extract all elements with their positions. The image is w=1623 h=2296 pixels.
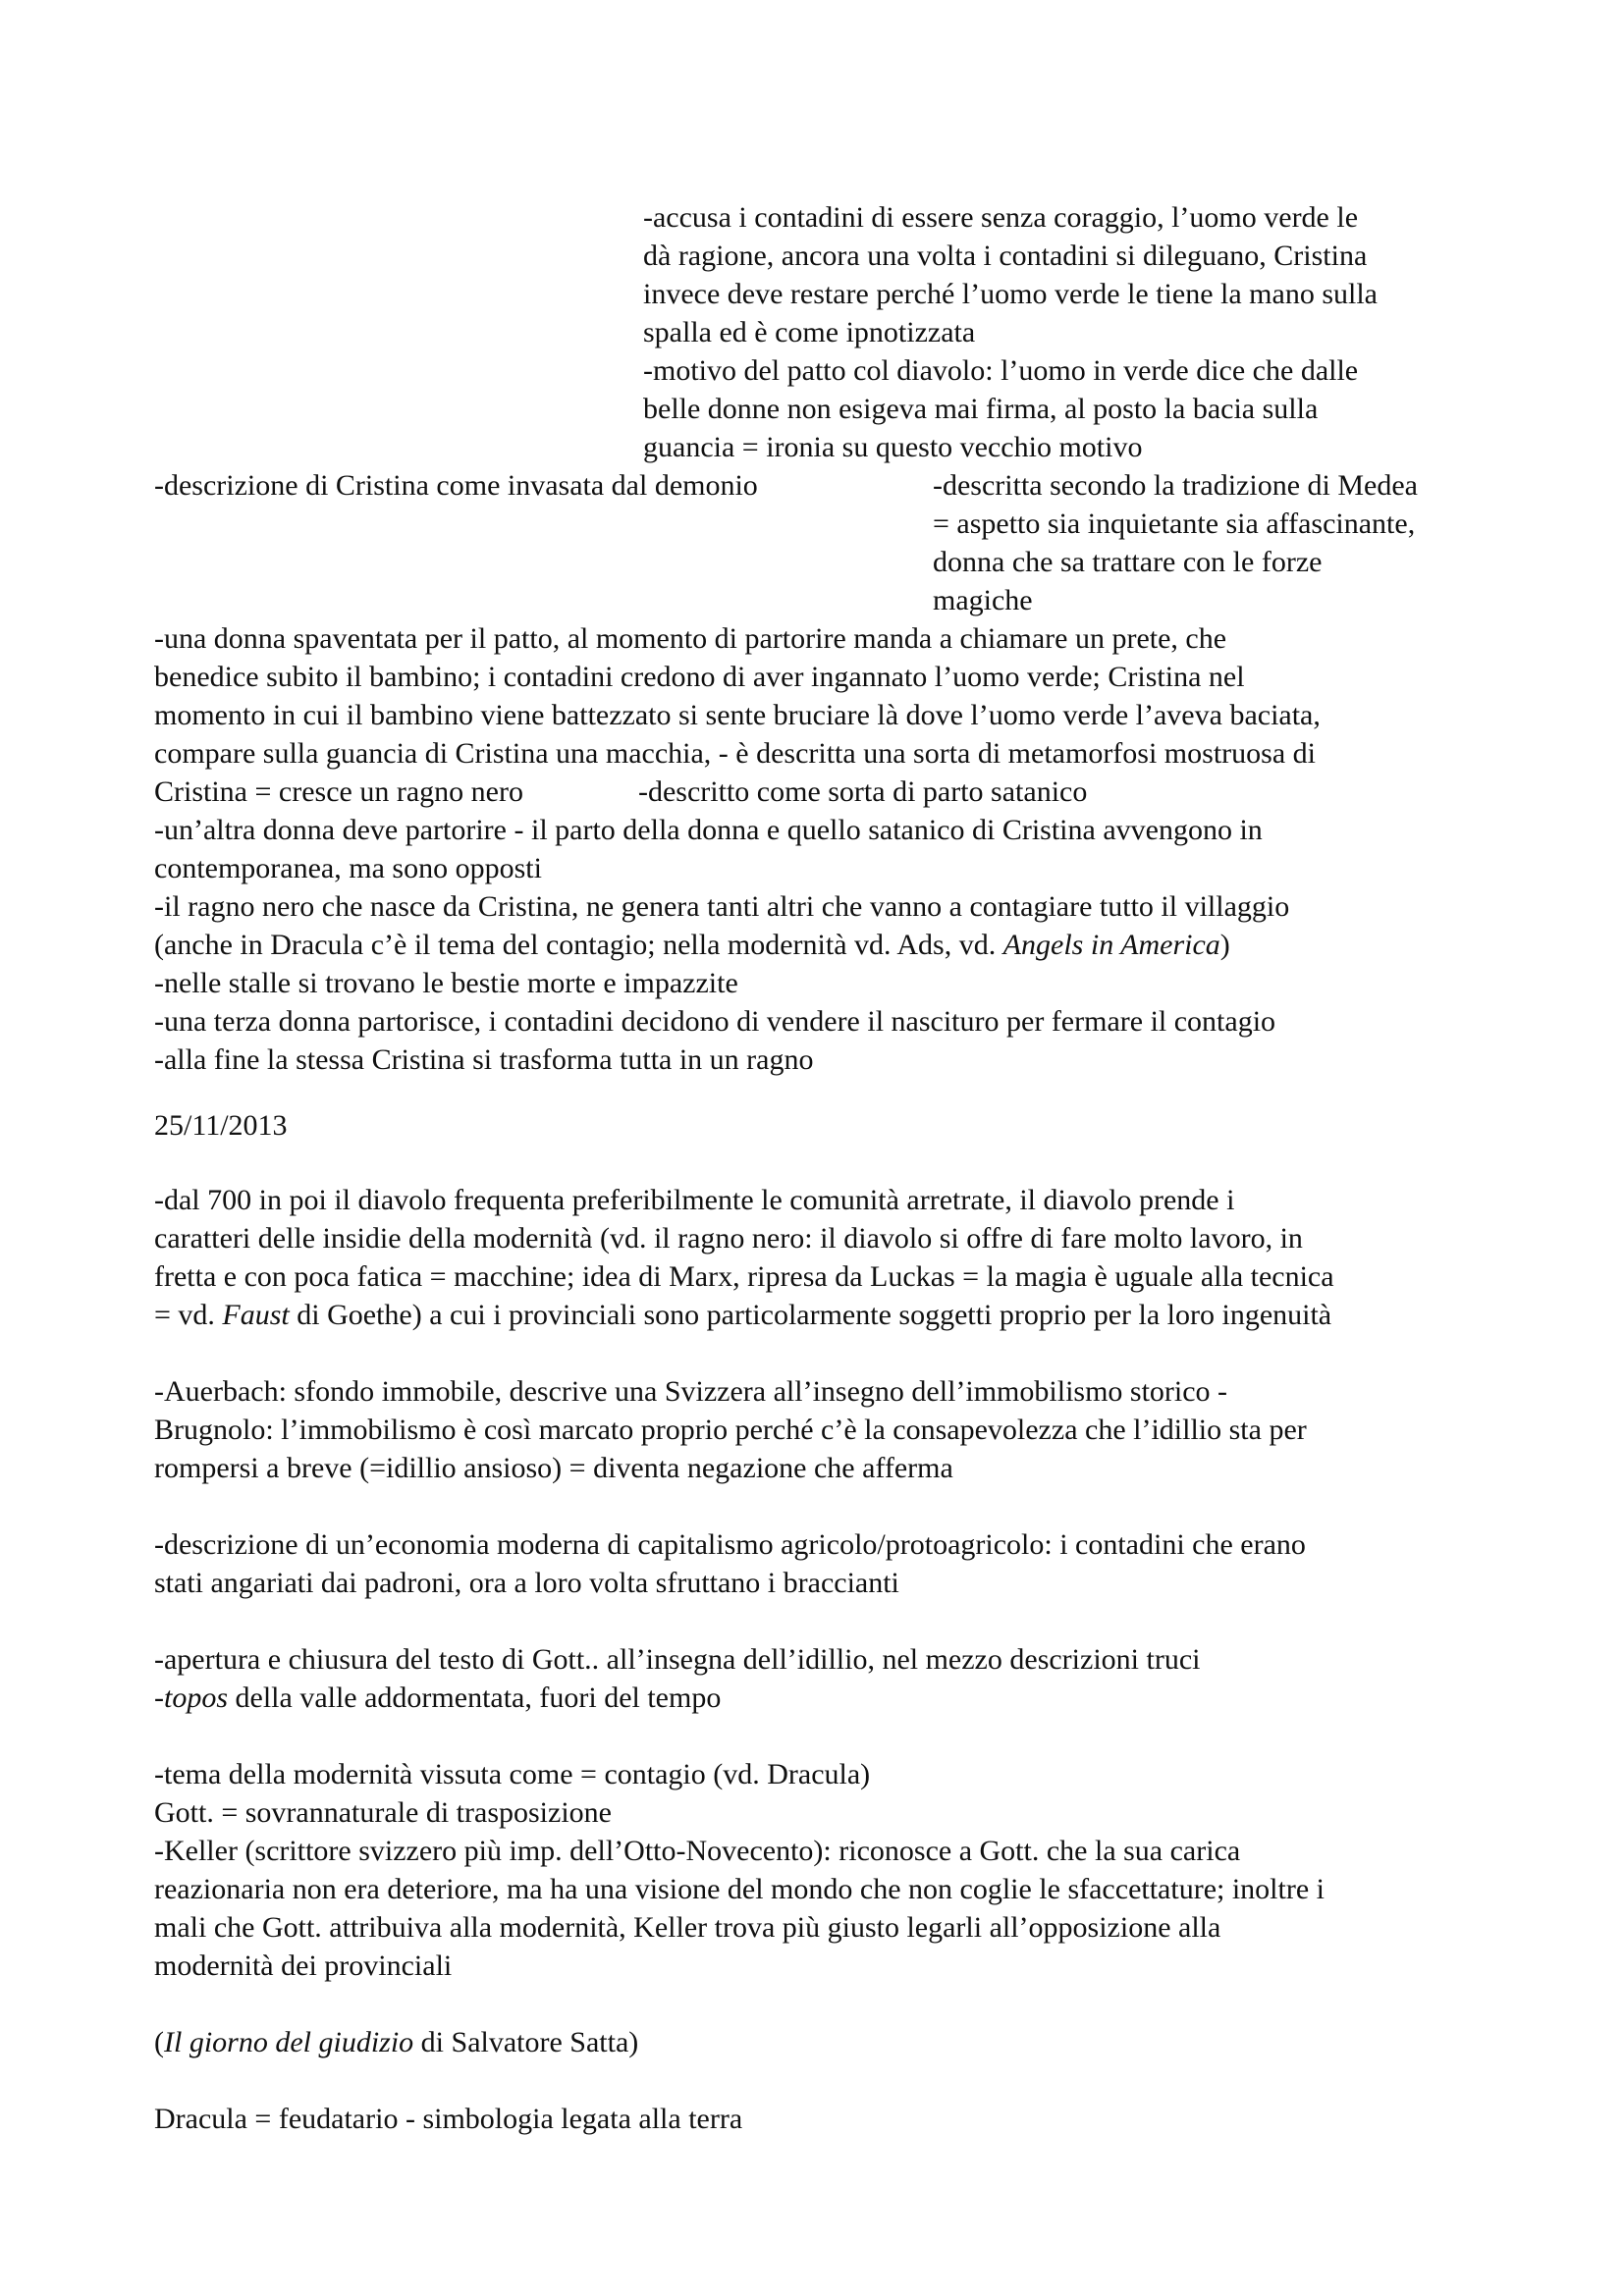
text-line: Brugnolo: l’immobilismo è così marcato proprio perché c’è la consapevolezza che l’idillio sta per [154,1414,1307,1446]
italic-title: Angels in America [1002,929,1220,961]
text-line: -Auerbach: sfondo immobile, descrive una Svizzera all’insegno dell’immobilismo storico - [154,1375,1228,1408]
text-line: stati angariati dai padroni, ora a loro volta sfruttano i braccianti [154,1567,899,1599]
text-line: -descrizione di un’economia moderna di capitalismo agricolo/protoagricolo: i contadini che erano [154,1528,1306,1561]
text-segment: ( [154,2026,164,2058]
text-line: -alla fine la stessa Cristina si trasforma tutta in un ragno [154,1043,814,1076]
side-note-line: magiche [933,584,1033,616]
text-segment: - [154,1682,164,1714]
text-segment: (anche in Dracula c’è il tema del contagio; nella modernità vd. Ads, vd. [154,929,1003,961]
text-line: contemporanea, ma sono opposti [154,852,542,884]
text-line: -apertura e chiusura del testo di Gott.. all’insegna dell’idillio, nel mezzo descrizioni truci [154,1643,1201,1676]
text-line: rompersi a breve (=idillio ansioso) = diventa negazione che afferma [154,1452,953,1484]
text-line: -una terza donna partorisce, i contadini decidono di vendere il nascituro per fermare il contagio [154,1005,1276,1038]
text-segment: ) [1219,929,1230,961]
date-heading: 25/11/2013 [154,1109,288,1142]
side-note-line: = aspetto sia inquietante sia affascinante, [933,507,1416,540]
side-note-line: donna che sa trattare con le forze [933,546,1323,578]
text-line [154,926,1230,964]
text-line: belle donne non esigeva mai firma, al posto la bacia sulla [643,393,1319,425]
text-line: -Keller (scrittore svizzero più imp. dell’Otto-Novecento): riconosce a Gott. che la sua carica [154,1835,1241,1867]
text-line: -un’altra donna deve partorire - il parto della donna e quello satanico di Cristina avvengono in [154,814,1263,846]
text-line: -il ragno nero che nasce da Cristina, ne genera tanti altri che vanno a contagiare tutto il villaggio [154,890,1290,923]
text-line: -tema della modernità vissuta come = contagio (vd. Dracula) [154,1758,871,1790]
text-line: guancia = ironia su questo vecchio motivo [643,431,1143,463]
text-line: mali che Gott. attribuiva alla modernità, Keller trova più giusto legarli all’opposizione alla [154,1911,1221,1944]
text-line: modernità dei provinciali [154,1949,453,1982]
text-line: caratteri delle insidie della modernità (vd. il ragno nero: il diavolo si offre di fare molto lavoro, in [154,1222,1303,1255]
text-line [154,2023,638,2061]
text-line: momento in cui il bambino viene battezzato si sente bruciare là dove l’uomo verde l’aveva baciata, [154,699,1321,731]
text-segment: della valle addormentata, fuori del tempo [228,1682,722,1714]
text-segment: di Salvatore Satta) [413,2026,639,2058]
text-line: fretta e con poca fatica = macchine; idea di Marx, ripresa da Luckas = la magia è uguale alla tecnica [154,1260,1334,1293]
text-line: Dracula = feudatario - simbologia legata alla terra [154,2103,743,2135]
text-line: -nelle stalle si trovano le bestie morte e impazzite [154,967,738,999]
text-line: invece deve restare perché l’uomo verde le tiene la mano sulla [643,278,1378,310]
side-note-line: -descritto come sorta di parto satanico [638,775,1088,808]
text-line: -descrizione di Cristina come invasata dal demonio [154,469,758,502]
text-segment: = vd. [154,1299,223,1331]
text-line [154,1679,721,1717]
text-line: Gott. = sovrannaturale di trasposizione [154,1796,612,1829]
text-line: benedice subito il bambino; i contadini credono di aver ingannato l’uomo verde; Cristina nel [154,661,1245,693]
text-line: spalla ed è come ipnotizzata [643,316,976,348]
text-segment: di Goethe) a cui i provinciali sono particolarmente soggetti proprio per la loro ingenuità [289,1299,1332,1331]
text-line: -motivo del patto col diavolo: l’uomo in verde dice che dalle [643,354,1359,387]
text-line: -dal 700 in poi il diavolo frequenta preferibilmente le comunità arretrate, il diavolo prende i [154,1184,1235,1216]
italic-term: topos [164,1682,229,1714]
text-line: Cristina = cresce un ragno nero [154,775,523,808]
text-line: -una donna spaventata per il patto, al momento di partorire manda a chiamare un prete, che [154,622,1227,655]
text-line: compare sulla guancia di Cristina una macchia, - è descritta una sorta di metamorfosi mostruosa di [154,737,1316,770]
italic-title: Il giorno del giudizio [164,2026,414,2058]
text-line: -accusa i contadini di essere senza coraggio, l’uomo verde le [643,201,1359,234]
italic-title: Faust [222,1299,290,1331]
side-note-line: -descritta secondo la tradizione di Medea [933,469,1418,502]
text-line [154,1296,1331,1334]
text-line: dà ragione, ancora una volta i contadini si dileguano, Cristina [643,240,1368,272]
text-line: reazionaria non era deteriore, ma ha una visione del mondo che non coglie le sfaccettature; inoltre i [154,1873,1325,1905]
